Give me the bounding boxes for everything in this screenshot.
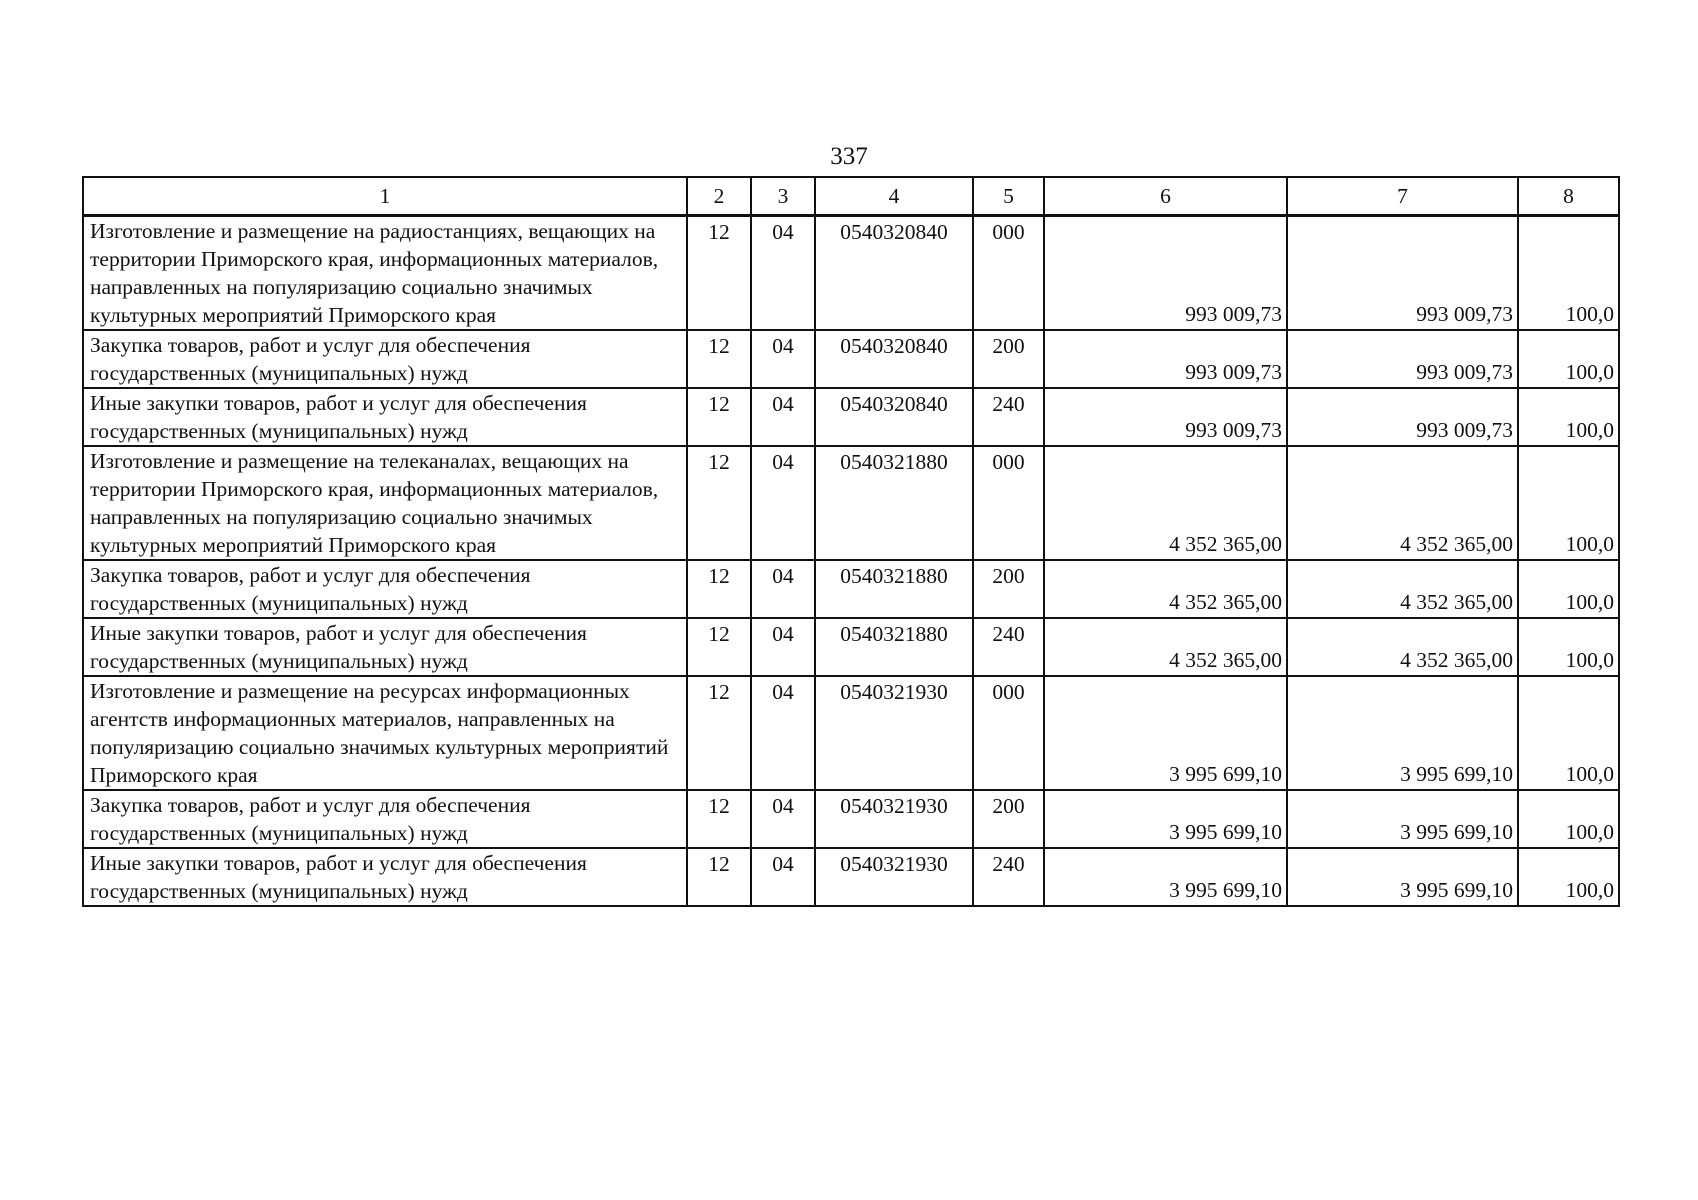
- planned-amount: 993 009,73: [1044, 216, 1287, 331]
- expense-type-code: 240: [973, 848, 1044, 906]
- subsection-code: 04: [751, 560, 815, 618]
- column-header-2: 2: [687, 177, 751, 216]
- execution-percent: 100,0: [1518, 216, 1619, 331]
- expense-name: Изготовление и размещение на ресурсах информационных агентств информационных материалов, направленных на популяризацию социально значимых культурных мероприятий Приморского края: [83, 676, 687, 790]
- target-article-code: 0540320840: [815, 330, 973, 388]
- section-code: 12: [687, 676, 751, 790]
- expense-name: Иные закупки товаров, работ и услуг для обеспечения государственных (муниципальных) нужд: [83, 618, 687, 676]
- table-row: [83, 330, 1619, 388]
- executed-amount: 4 352 365,00: [1287, 560, 1518, 618]
- column-header-7: 7: [1287, 177, 1518, 216]
- column-header-3: 3: [751, 177, 815, 216]
- expense-type-code: 000: [973, 676, 1044, 790]
- planned-amount: 4 352 365,00: [1044, 618, 1287, 676]
- section-code: 12: [687, 388, 751, 446]
- execution-percent: 100,0: [1518, 388, 1619, 446]
- executed-amount: 3 995 699,10: [1287, 790, 1518, 848]
- expense-type-code: 240: [973, 618, 1044, 676]
- section-code: 12: [687, 560, 751, 618]
- target-article-code: 0540320840: [815, 388, 973, 446]
- executed-amount: 3 995 699,10: [1287, 676, 1518, 790]
- table-row: [83, 676, 1619, 790]
- column-header-5: 5: [973, 177, 1044, 216]
- execution-percent: 100,0: [1518, 790, 1619, 848]
- target-article-code: 0540321930: [815, 790, 973, 848]
- execution-percent: 100,0: [1518, 330, 1619, 388]
- expense-name: Иные закупки товаров, работ и услуг для обеспечения государственных (муниципальных) нужд: [83, 848, 687, 906]
- expense-name: Закупка товаров, работ и услуг для обеспечения государственных (муниципальных) нужд: [83, 330, 687, 388]
- planned-amount: 4 352 365,00: [1044, 446, 1287, 560]
- table-row: [83, 446, 1619, 560]
- expense-type-code: 000: [973, 446, 1044, 560]
- subsection-code: 04: [751, 618, 815, 676]
- execution-percent: 100,0: [1518, 560, 1619, 618]
- planned-amount: 993 009,73: [1044, 388, 1287, 446]
- executed-amount: 4 352 365,00: [1287, 446, 1518, 560]
- column-header-6: 6: [1044, 177, 1287, 216]
- column-header-4: 4: [815, 177, 973, 216]
- page-number: 337: [830, 143, 868, 170]
- execution-percent: 100,0: [1518, 676, 1619, 790]
- executed-amount: 3 995 699,10: [1287, 848, 1518, 906]
- subsection-code: 04: [751, 330, 815, 388]
- target-article-code: 0540321880: [815, 618, 973, 676]
- subsection-code: 04: [751, 216, 815, 331]
- subsection-code: 04: [751, 446, 815, 560]
- section-code: 12: [687, 848, 751, 906]
- expense-name: Изготовление и размещение на радиостанциях, вещающих на территории Приморского края, информационных материалов, направленных на популяризацию социально значимых культурных мероприятий Приморского края: [83, 216, 687, 331]
- expense-name: Закупка товаров, работ и услуг для обеспечения государственных (муниципальных) нужд: [83, 560, 687, 618]
- planned-amount: 3 995 699,10: [1044, 790, 1287, 848]
- subsection-code: 04: [751, 790, 815, 848]
- table-body: [83, 216, 1619, 907]
- table-row: [83, 790, 1619, 848]
- executed-amount: 993 009,73: [1287, 216, 1518, 331]
- target-article-code: 0540320840: [815, 216, 973, 331]
- planned-amount: 993 009,73: [1044, 330, 1287, 388]
- section-code: 12: [687, 618, 751, 676]
- table-row: [83, 618, 1619, 676]
- table-row: [83, 848, 1619, 906]
- column-number-row: [83, 177, 1619, 216]
- expense-name: Закупка товаров, работ и услуг для обеспечения государственных (муниципальных) нужд: [83, 790, 687, 848]
- column-header-1: 1: [83, 177, 687, 216]
- execution-percent: 100,0: [1518, 848, 1619, 906]
- target-article-code: 0540321880: [815, 560, 973, 618]
- planned-amount: 3 995 699,10: [1044, 848, 1287, 906]
- table-row: [83, 216, 1619, 331]
- section-code: 12: [687, 330, 751, 388]
- expense-name: Иные закупки товаров, работ и услуг для обеспечения государственных (муниципальных) нужд: [83, 388, 687, 446]
- column-header-8: 8: [1518, 177, 1619, 216]
- target-article-code: 0540321930: [815, 676, 973, 790]
- expense-type-code: 240: [973, 388, 1044, 446]
- target-article-code: 0540321930: [815, 848, 973, 906]
- subsection-code: 04: [751, 676, 815, 790]
- section-code: 12: [687, 790, 751, 848]
- executed-amount: 4 352 365,00: [1287, 618, 1518, 676]
- expense-type-code: 200: [973, 790, 1044, 848]
- executed-amount: 993 009,73: [1287, 388, 1518, 446]
- expense-type-code: 000: [973, 216, 1044, 331]
- target-article-code: 0540321880: [815, 446, 973, 560]
- planned-amount: 3 995 699,10: [1044, 676, 1287, 790]
- subsection-code: 04: [751, 848, 815, 906]
- expense-type-code: 200: [973, 560, 1044, 618]
- section-code: 12: [687, 216, 751, 331]
- table-row: [83, 560, 1619, 618]
- executed-amount: 993 009,73: [1287, 330, 1518, 388]
- expense-name: Изготовление и размещение на телеканалах, вещающих на территории Приморского края, информационных материалов, направленных на популяризацию социально значимых культурных мероприятий Приморского края: [83, 446, 687, 560]
- budget-table: [82, 176, 1620, 907]
- subsection-code: 04: [751, 388, 815, 446]
- planned-amount: 4 352 365,00: [1044, 560, 1287, 618]
- execution-percent: 100,0: [1518, 618, 1619, 676]
- expense-type-code: 200: [973, 330, 1044, 388]
- table-row: [83, 388, 1619, 446]
- section-code: 12: [687, 446, 751, 560]
- execution-percent: 100,0: [1518, 446, 1619, 560]
